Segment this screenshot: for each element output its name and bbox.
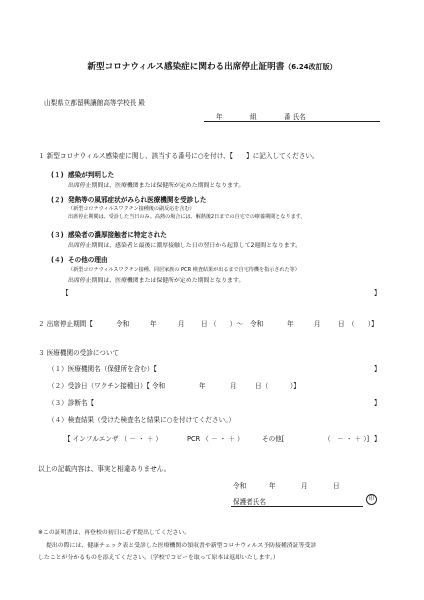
student-class: 組 [250, 113, 257, 121]
edition-text: （6.24改訂版） [284, 63, 337, 71]
item4-bracket-open: 【 [62, 289, 69, 297]
period-from-year: 年 [150, 320, 157, 328]
seal-mark: 印 [366, 494, 377, 505]
title-text: 新型コロナウィルス感染症に関わる出席停止証明書 [87, 62, 285, 72]
item2-note-b: 出席停止期間は、受診した当日のみ。高熱の場合には、解熱後2日までの自宅での療養期間となります。 [68, 214, 306, 220]
period-to-era: 令和 [250, 320, 264, 328]
test-other-result: （ － ・ ＋ ）] [324, 435, 370, 443]
period-from-day: 日 [201, 320, 208, 328]
period-label: ２ 出席停止期間【 [38, 320, 93, 328]
period-to-close: （ ）】 [348, 320, 378, 328]
period-to-day: 日 [338, 320, 345, 328]
item4-note-a: （新型コロナウィルスワクチン接種、同居家族の PCR 検査結果が出るまで自宅待機を指示された等） [68, 267, 300, 273]
guardian-line [231, 496, 363, 507]
test-influenza: 【 インフルエンザ （ － ・ ＋ ） [64, 435, 163, 443]
sign-day: 日 [333, 482, 340, 490]
section3-heading: ３ 医療機関の受診について [38, 349, 120, 357]
q4-test-results: （４）検査結果（受けた検査名と結果に○を付けてください。） [48, 416, 236, 424]
item2-title: 発熱等の風邪症状がみられ医療機関を受診した [68, 196, 207, 204]
q2-year: 年 [199, 382, 206, 390]
addressee: 山梨県立都留興讓館高等学校長 殿 [44, 99, 146, 107]
period-from-month: 月 [178, 320, 185, 328]
student-year: 年 [216, 113, 223, 121]
q2-visit-date: （２）受診日（ワクチン接種日）【 令和 [48, 382, 166, 390]
item2-label: (２) [51, 196, 64, 204]
item3-label: (３) [51, 231, 64, 239]
q2-day: 日（ [255, 382, 269, 390]
item2-note-a: （新型コロナウィルスワクチン接種後の副反応を含む） [68, 206, 195, 212]
item4-label: (４) [51, 256, 64, 264]
q1-hospital: （１）医療機関名（保健所を含む）【 [48, 365, 157, 373]
item3-title: 感染者の濃厚接触者に特定された [68, 231, 167, 239]
note-attachments-b: したことが分かるものを添えてください。（学校でコピーを取って原本は返却いたします。） [38, 555, 279, 561]
section1-heading: １ 新型コロナウィルス感染症に関し、該当する番号に○を付け、【 】に記入してください。 [38, 152, 319, 160]
sign-year: 年 [269, 482, 276, 490]
period-from-close: （ ）～ [210, 320, 243, 328]
item1-label: (１) [51, 171, 64, 179]
period-to-year: 年 [287, 320, 294, 328]
q1-bracket-close: 】 [374, 365, 381, 373]
note-submission: ※この証明書は、再登校の初日に必ず提出してください。 [38, 530, 191, 536]
certification-text: 以上の記載内容は、事実と相違ありません。 [38, 465, 171, 473]
item4-note-b: 出席停止期間は、医療機関または保健所が定めた期間となります。 [68, 278, 245, 284]
item1-note: 出席停止期間は、医療機関または保健所が定めた期間となります。 [68, 183, 245, 189]
period-to-month: 月 [314, 320, 321, 328]
student-line [204, 111, 380, 122]
student-number-name: 番 氏名 [284, 113, 306, 121]
sign-month: 月 [301, 482, 308, 490]
item1-title: 感染が判明した [68, 171, 115, 179]
note-attachments-a: 提出の際には、健康チェック表と受診した医療機関の領収書や新型コロナウィルス予防接種済証等受診 [46, 543, 317, 549]
page-title [0, 60, 424, 72]
test-pcr: PCR （ － ・ ＋ ） [187, 435, 244, 443]
q2-month: 月 [230, 382, 237, 390]
q2-close: ）】 [290, 382, 300, 390]
item4-title: その他の理由 [68, 256, 108, 264]
tests-bracket-close: 】 [374, 435, 381, 443]
period-from-era: 令和 [116, 320, 130, 328]
section2-period [38, 318, 93, 328]
item4-bracket-close: 】 [374, 289, 381, 297]
test-other: その他[ [262, 435, 285, 443]
item3-note: 出席停止期間は、感染者と最後に濃厚接触した日の翌日から起算して2週間となります。 [68, 243, 302, 249]
guardian-label: 保護者氏名 [233, 498, 266, 506]
q3-bracket-close: 】 [374, 399, 381, 407]
sign-era: 令和 [233, 482, 247, 490]
q3-diagnosis: （３）診断名【 [48, 399, 95, 407]
